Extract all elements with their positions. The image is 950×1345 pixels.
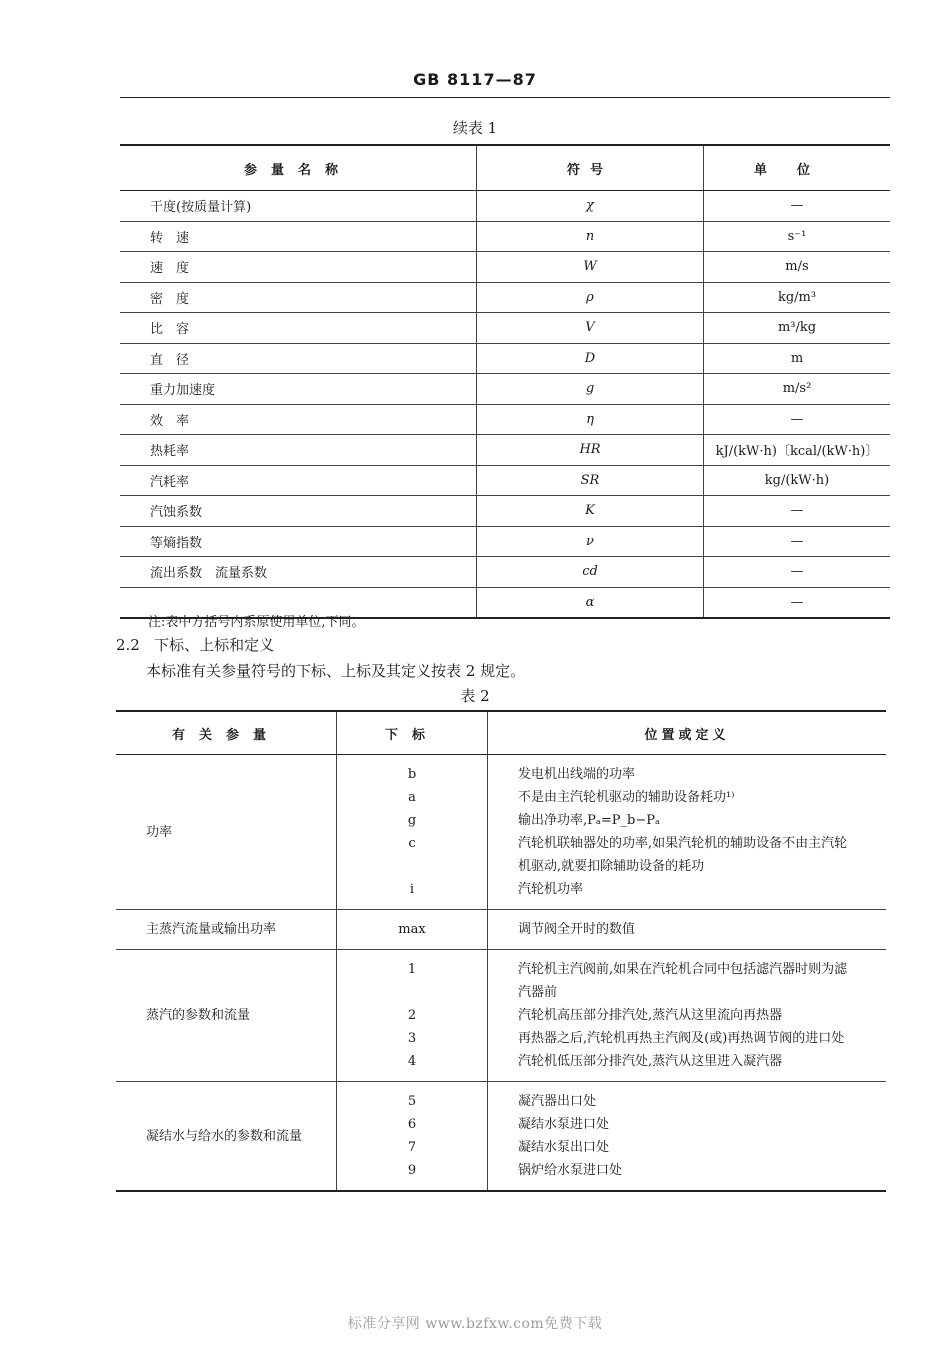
definition-line: 凝汽器出口处	[518, 1094, 597, 1109]
subscript: max	[398, 922, 426, 937]
group-param: 主蒸汽流量或输出功率	[116, 910, 337, 950]
param-unit: m/s²	[704, 374, 891, 405]
definition-line: 汽轮机主汽阀前,如果在汽轮机合同中包括滤汽器时则为滤	[518, 962, 848, 977]
definition-line: 凝结水泵出口处	[518, 1140, 610, 1155]
subscript: g	[407, 813, 417, 828]
param-unit: s⁻¹	[704, 221, 891, 252]
table1-row	[120, 221, 890, 252]
definition-line: 锅炉给水泵进口处	[518, 1163, 623, 1178]
group-definitions	[488, 910, 887, 950]
subscript: 3	[407, 1031, 417, 1046]
param-unit: m	[704, 343, 891, 374]
group-definitions	[488, 755, 887, 910]
subscript: a	[408, 790, 416, 805]
table1-row	[120, 343, 890, 374]
param-unit: kJ/(kW·h)〔kcal/(kW·h)〕	[704, 435, 891, 466]
table1-row	[120, 557, 890, 588]
param-symbol: HR	[477, 435, 704, 466]
param-name: 等熵指数	[120, 526, 477, 557]
table1-header-row	[120, 145, 890, 191]
table2-header-row	[116, 711, 886, 755]
watermark-footer: 标准分享网 www.bzfxw.com免费下载	[347, 1316, 603, 1332]
group-param: 功率	[116, 755, 337, 910]
definition-line: 汽轮机功率	[518, 882, 584, 897]
header-rule	[120, 97, 890, 98]
param-name: 速 度	[120, 252, 477, 283]
param-name: 比 容	[120, 313, 477, 344]
param-name: 汽耗率	[120, 465, 477, 496]
param-symbol: W	[477, 252, 704, 283]
table2-col-subscript: 下标	[337, 711, 488, 755]
table2-group-row	[116, 910, 886, 950]
definition-line: 发电机出线端的功率	[518, 767, 636, 782]
param-unit: —	[704, 526, 891, 557]
param-name: 效 率	[120, 404, 477, 435]
param-symbol: ρ	[477, 282, 704, 313]
definition-line: 再热器之后,汽轮机再热主汽阀及(或)再热调节阀的进口处	[518, 1031, 845, 1046]
table1-row	[120, 191, 890, 222]
param-name: 直 径	[120, 343, 477, 374]
section-text: 本标准有关参量符号的下标、上标及其定义按表 2 规定。	[146, 662, 526, 680]
table1-row	[120, 374, 890, 405]
param-unit: m³/kg	[704, 313, 891, 344]
param-unit: m/s	[704, 252, 891, 283]
param-symbol: V	[477, 313, 704, 344]
definition-line: 调节阀全开时的数值	[518, 922, 636, 937]
param-name: 热耗率	[120, 435, 477, 466]
subscript-table	[116, 710, 886, 1192]
param-symbol: K	[477, 496, 704, 527]
table2-group-row	[116, 755, 886, 910]
table2-group-row	[116, 950, 886, 1082]
param-name: 密 度	[120, 282, 477, 313]
definition-line: 汽器前	[518, 985, 558, 1000]
document-code: GB 8117—87	[413, 70, 537, 89]
param-symbol: α	[477, 587, 704, 618]
param-name: 汽蚀系数	[120, 496, 477, 527]
table1-col-unit: 单位	[704, 145, 891, 191]
param-symbol: η	[477, 404, 704, 435]
subscript: 7	[407, 1140, 417, 1155]
table1-col-name: 参量名称	[120, 145, 477, 191]
param-name: 重力加速度	[120, 374, 477, 405]
group-subscripts	[337, 910, 488, 950]
param-name: 转 速	[120, 221, 477, 252]
table1-col-symbol: 符号	[477, 145, 704, 191]
param-name: 流出系数 流量系数	[120, 557, 477, 588]
group-param: 蒸汽的参数和流量	[116, 950, 337, 1082]
definition-line: 凝结水泵进口处	[518, 1117, 610, 1132]
section-title: 下标、上标和定义	[154, 636, 275, 654]
group-subscripts	[337, 950, 488, 1082]
param-unit: —	[704, 496, 891, 527]
table-note: 注:表中方括号内系原使用单位,下同。	[148, 615, 365, 630]
group-subscripts	[337, 1082, 488, 1192]
subscript: 5	[407, 1094, 417, 1109]
definition-line: 输出净功率,Pₐ=P_b−Pₐ	[518, 813, 661, 828]
definition-line: 汽轮机低压部分排汽处,蒸汽从这里进入凝汽器	[518, 1054, 783, 1069]
subscript: 2	[407, 1008, 417, 1023]
table1-row	[120, 435, 890, 466]
param-symbol: χ	[477, 191, 704, 222]
param-symbol: n	[477, 221, 704, 252]
param-unit: —	[704, 191, 891, 222]
subscript: i	[409, 882, 415, 897]
group-subscripts	[337, 755, 488, 910]
table2-col-definition: 位置或定义	[488, 711, 887, 755]
subscript: 9	[407, 1163, 417, 1178]
section-number: 2.2	[116, 636, 140, 654]
subscript: b	[407, 767, 417, 782]
definition-line: 汽轮机高压部分排汽处,蒸汽从这里流向再热器	[518, 1008, 783, 1023]
subscript: 4	[407, 1054, 417, 1069]
group-definitions	[488, 1082, 887, 1192]
table1-row	[120, 282, 890, 313]
param-symbol: cd	[477, 557, 704, 588]
param-symbol: ν	[477, 526, 704, 557]
group-definitions	[488, 950, 887, 1082]
parameter-table	[120, 144, 890, 619]
table2-caption: 表 2	[460, 687, 490, 705]
table1-caption: 续表 1	[452, 119, 498, 137]
param-name: 干度(按质量计算)	[120, 191, 477, 222]
subscript: 6	[407, 1117, 417, 1132]
table1-row	[120, 496, 890, 527]
table1-row	[120, 252, 890, 283]
group-param: 凝结水与给水的参数和流量	[116, 1082, 337, 1192]
subscript: c	[408, 836, 416, 851]
table2-group-row	[116, 1082, 886, 1192]
param-unit: —	[704, 587, 891, 618]
definition-line: 机驱动,就要扣除辅助设备的耗功	[518, 859, 705, 874]
param-symbol: SR	[477, 465, 704, 496]
param-unit: —	[704, 557, 891, 588]
table2-col-param: 有关参量	[116, 711, 337, 755]
table1-row	[120, 313, 890, 344]
param-unit: kg/m³	[704, 282, 891, 313]
table1-row	[120, 465, 890, 496]
subscript: 1	[407, 962, 417, 977]
table1-row	[120, 526, 890, 557]
section-heading	[116, 634, 274, 655]
param-unit: kg/(kW·h)	[704, 465, 891, 496]
definition-line: 汽轮机联轴器处的功率,如果汽轮机的辅助设备不由主汽轮	[518, 836, 848, 851]
param-symbol: g	[477, 374, 704, 405]
definition-line: 不是由主汽轮机驱动的辅助设备耗功¹⁾	[518, 790, 735, 805]
param-unit: —	[704, 404, 891, 435]
param-symbol: D	[477, 343, 704, 374]
table1-row	[120, 404, 890, 435]
